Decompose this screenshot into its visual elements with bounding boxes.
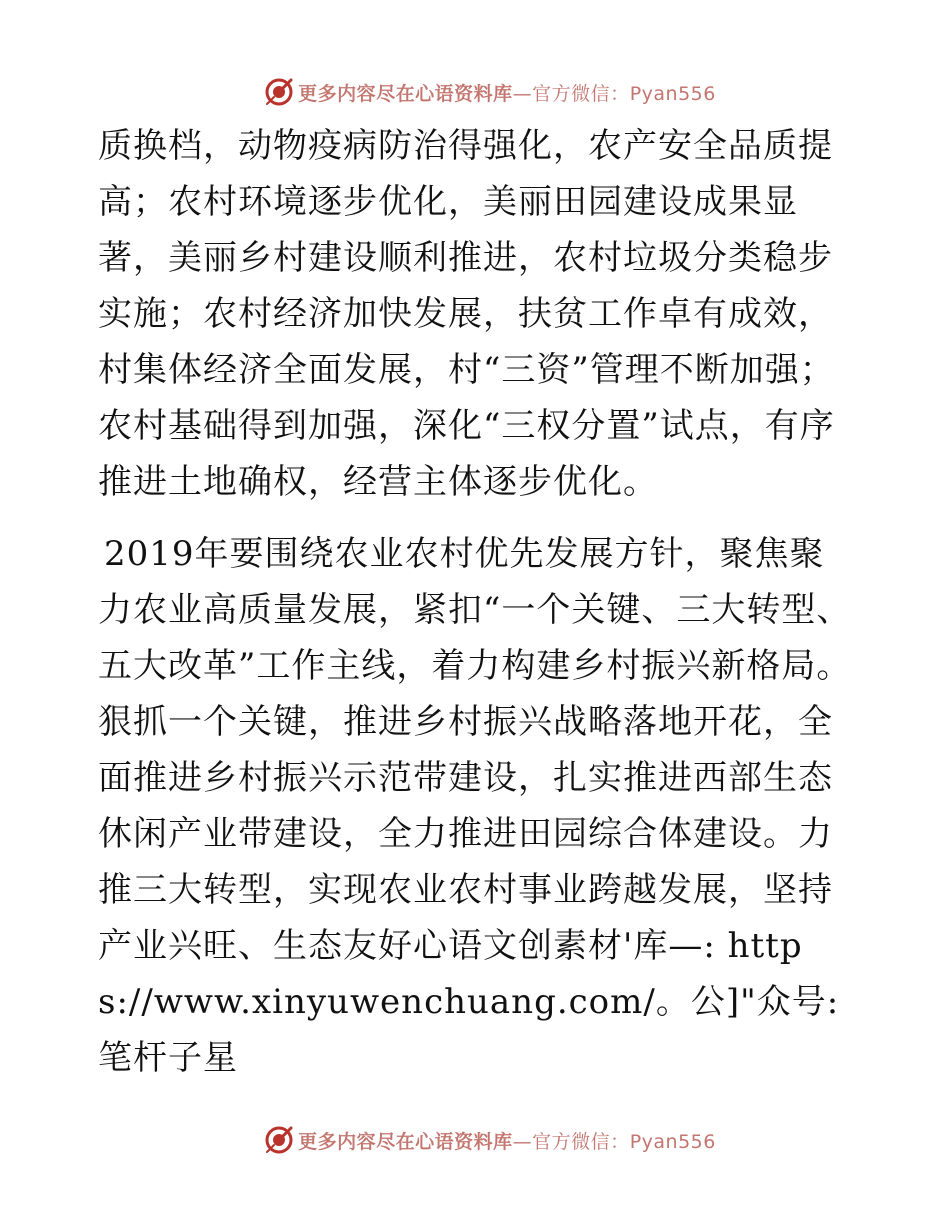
- header-brand-text: 更多内容尽在心语资料库: [298, 82, 513, 105]
- header-separator: —: [512, 82, 533, 105]
- header-banner-content: [264, 77, 716, 107]
- header-wechat-id: Pyan556: [629, 82, 716, 105]
- footer-brand-text: 更多内容尽在心语资料库: [298, 1130, 513, 1153]
- footer-banner-content: [264, 1125, 716, 1155]
- footer-wechat-label: 官方微信：: [532, 1130, 630, 1153]
- footer-wechat-id: Pyan556: [629, 1130, 716, 1153]
- pen-logo-icon: [264, 77, 294, 107]
- paragraph-2: 2019年要围绕农业农村优先发展方针，聚焦聚力农业高质量发展，紧扣“一个关键、三大转型、五大改革”工作主线，着力构建乡村振兴新格局。狠抓一个关键，推进乡村振兴战略落地开花，全面推进乡村振兴示范带建设，扎实推进西部生态休闲产业带建设，全力推进田园综合体建设。力推三大转型，实现农业农村事业跨越发展，坚持产业兴旺、生态友好心语文创素材'库—: https://www.xinyuwenchuang.com/。公]"众号: 笔杆子星: [98, 534, 852, 1078]
- header-wechat-label: 官方微信：: [532, 82, 630, 105]
- pen-logo-icon: [264, 1125, 294, 1155]
- header-banner-text: [298, 79, 716, 106]
- document-body: [98, 118, 858, 1086]
- header-banner: [0, 72, 950, 112]
- footer-banner: [0, 1120, 950, 1160]
- footer-separator: —: [512, 1130, 533, 1153]
- footer-banner-text: [298, 1127, 716, 1154]
- paragraph-1: 质换档，动物疫病防治得强化，农产安全品质提高；农村环境逐步优化，美丽田园建设成果显著，美丽乡村建设顺利推进，农村垃圾分类稳步实施；农村经济加快发展，扶贫工作卓有成效，村集体经济全面发展，村“三资”管理不断加强；农村基础得到加强，深化“三权分置”试点，有序推进土地确权，经营主体逐步优化。: [98, 126, 835, 502]
